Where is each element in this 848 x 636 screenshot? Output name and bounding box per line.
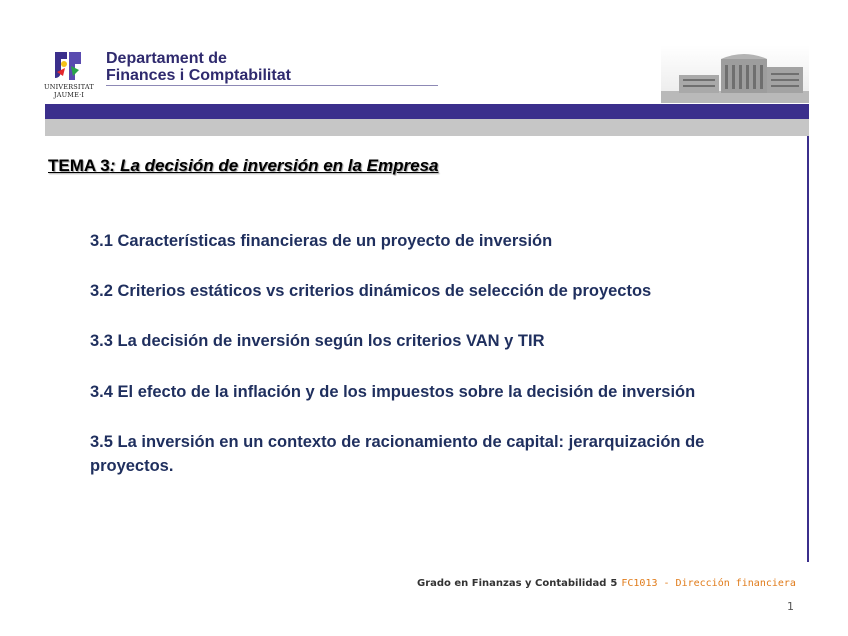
- topic-item: 3.5 La inversión en un contexto de racionamiento de capital: jerarquización de proyectos.: [90, 433, 705, 475]
- topic-item: 3.1 Características financieras de un proyecto de inversión: [90, 232, 553, 250]
- university-name-line2: JAUME·I: [53, 91, 85, 99]
- right-border-line: [807, 136, 809, 562]
- page-number: 1: [787, 600, 794, 613]
- slide-title-number: TEMA 3: [48, 156, 110, 175]
- slide-title-text: : La decisión de inversión en la Empresa: [109, 156, 439, 175]
- topic-item: 3.2 Criterios estáticos vs criterios dinámicos de selección de proyectos: [90, 282, 652, 300]
- university-name-line1: UNIVERSITAT: [44, 83, 94, 91]
- university-logo-icon: [53, 50, 83, 82]
- header-bar-secondary: [45, 119, 809, 136]
- building-photo-icon: [661, 45, 809, 103]
- footer-separator: 5: [610, 578, 618, 589]
- department-name: [106, 50, 291, 84]
- department-line2: Finances i Comptabilitat: [106, 67, 291, 84]
- footer-course: FC1013 - Dirección financiera: [621, 578, 796, 589]
- footer-program: Grado en Finanzas y Contabilidad: [417, 578, 607, 589]
- department-underline: [106, 85, 438, 86]
- topic-item: 3.4 El efecto de la inflación y de los impuestos sobre la decisión de inversión: [90, 383, 696, 401]
- slide-header: [0, 0, 848, 140]
- slide-title: [48, 156, 439, 176]
- header-bar-primary: [45, 104, 809, 119]
- topic-item: 3.3 La decisión de inversión según los criterios VAN y TIR: [90, 332, 545, 350]
- slide-footer: [417, 578, 796, 589]
- department-line1: Departament de: [106, 50, 227, 67]
